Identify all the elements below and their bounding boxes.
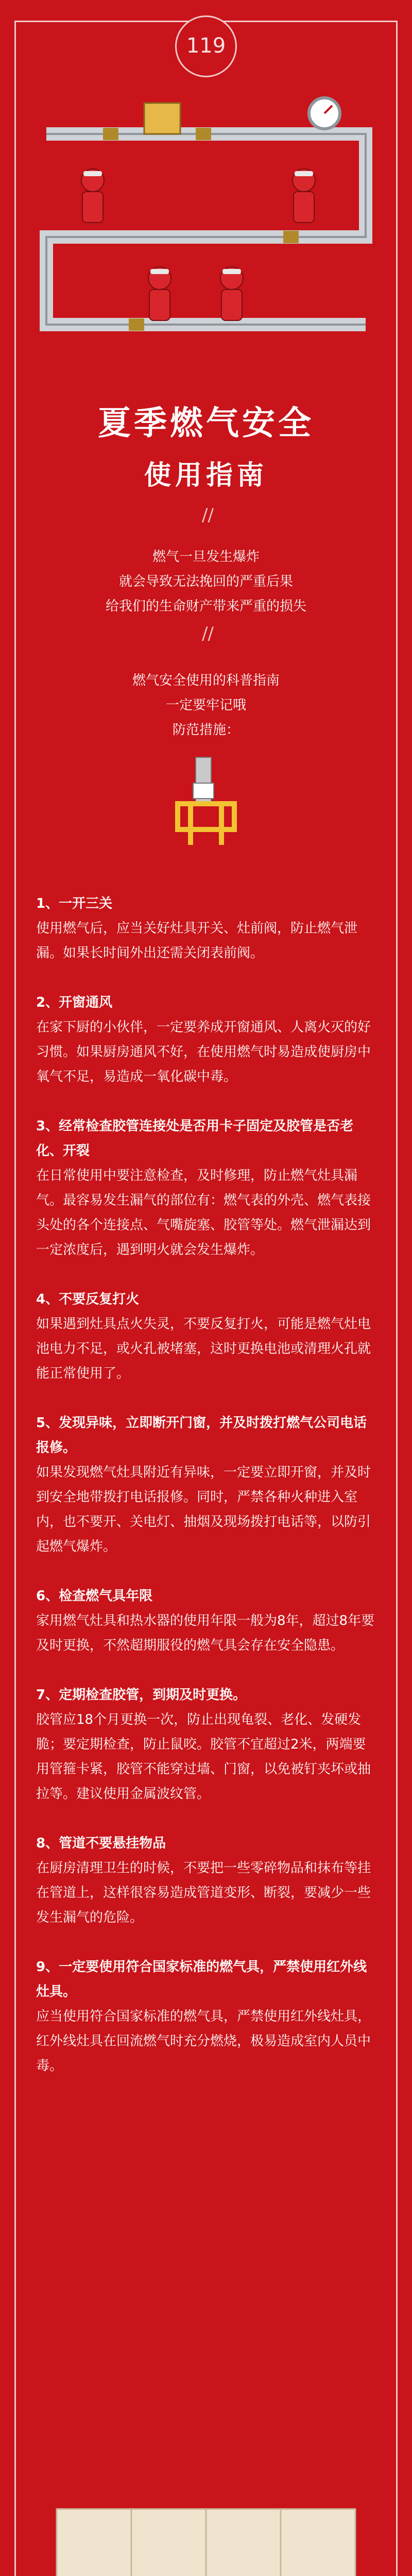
kitchen-illustration [26, 2488, 386, 2576]
tips-list [36, 891, 376, 2078]
tip-heading: 9、一定要使用符合国家标准的燃气具，严禁使用红外线灶具。 [36, 1959, 367, 1999]
gas-meter-icon [170, 752, 242, 855]
tip-text: 胶管应18个月更换一次，防止出现龟裂、老化、发硬发脆；要定期检查，防止鼠咬。胶管不宜超过2米，两端要用管箍卡紧，胶管不能穿过墙、门窗，以免被钉夹坏或抽拉等。建议使用金属波纹管。 [36, 1712, 371, 1802]
tip-text: 如果遇到灶具点火失灵，不要反复打火，可能是燃气灶电池电力不足，或火孔被堵塞，这时更换电池或清理火孔就能正常使用了。 [36, 1316, 371, 1381]
poster-subtitle: 使用指南 [144, 460, 268, 491]
tip-text: 应当使用符合国家标准的燃气具，严禁使用红外线灶具，红外线灶具在回流燃气时充分燃烧，极易造成室内人员中毒。 [36, 2009, 371, 2074]
intro-line: 就会导致无法挽回的严重后果 [118, 574, 293, 589]
tip-text: 家用燃气灶具和热水器的使用年限一般为8年，超过8年要及时更换，不然超期服役的燃气具会存在安全隐患。 [36, 1613, 375, 1653]
tips-intro-line: 一定要牢记哦 [165, 698, 246, 713]
tip-text: 在厨房清理卫生的时候，不要把一些零碎物品和抹布等挂在管道上，这样很容易造成管道变形、断裂，要减少一些发生漏气的危险。 [36, 1860, 371, 1925]
tip-heading: 7、定期检查胶管，到期及时更换。 [36, 1687, 247, 1703]
tip-heading: 5、发现异味，立即断开门窗，并及时拨打燃气公司电话报修。 [36, 1415, 367, 1455]
tip-heading: 3、经常检查胶管连接处是否用卡子固定及胶管是否老化、开裂 [36, 1118, 354, 1159]
tip-heading: 8、管道不要悬挂物品 [36, 1836, 166, 1851]
intro-line: 燃气一旦发生爆炸 [152, 549, 260, 565]
intro-line: 给我们的生命财产带来严重的损失 [105, 599, 306, 614]
tip-heading: 2、开窗通风 [36, 995, 113, 1010]
tips-intro-line: 防范措施： [172, 722, 239, 738]
tip-text: 如果发现燃气灶具附近有异味，一定要立即开窗，并及时到安全地带拨打电话报修。同时，严禁各种火种进入室内，也不要开、关电灯、抽烟及现场拨打电话等，以防引起燃气爆炸。 [36, 1465, 371, 1554]
poster-title: 夏季燃气安全 [98, 404, 314, 443]
separator-top: // [202, 505, 214, 526]
tip-text: 使用燃气后，应当关好灶具开关、灶前阀，防止燃气泄漏。如果长时间外出还需关闭表前阀。 [36, 921, 358, 961]
tip-heading: 4、不要反复打火 [36, 1292, 140, 1307]
tips-intro-line: 燃气安全使用的科普指南 [132, 673, 280, 688]
pipeline-illustration-top [26, 82, 386, 371]
tip-text: 在日常使用中要注意检查，及时修理，防止燃气灶具漏气。最容易发生漏气的部位有：燃气表的外壳、燃气表接头处的各个连接点、气嘴旋塞、胶管等处。燃气泄漏达到一定浓度后，遇到明火就会发生爆炸。 [36, 1168, 371, 1258]
tip-heading: 1、一开三关 [36, 896, 113, 911]
tip-heading: 6、检查燃气具年限 [36, 1588, 153, 1604]
separator-bottom: // [202, 623, 214, 644]
tip-text: 在家下厨的小伙伴，一定要养成开窗通风、人离火灭的好习惯。如果厨房通风不好，在使用燃气时易造成使厨房中氧气不足，易造成一氧化碳中毒。 [36, 1020, 371, 1084]
issue-badge: 119 [175, 15, 237, 77]
